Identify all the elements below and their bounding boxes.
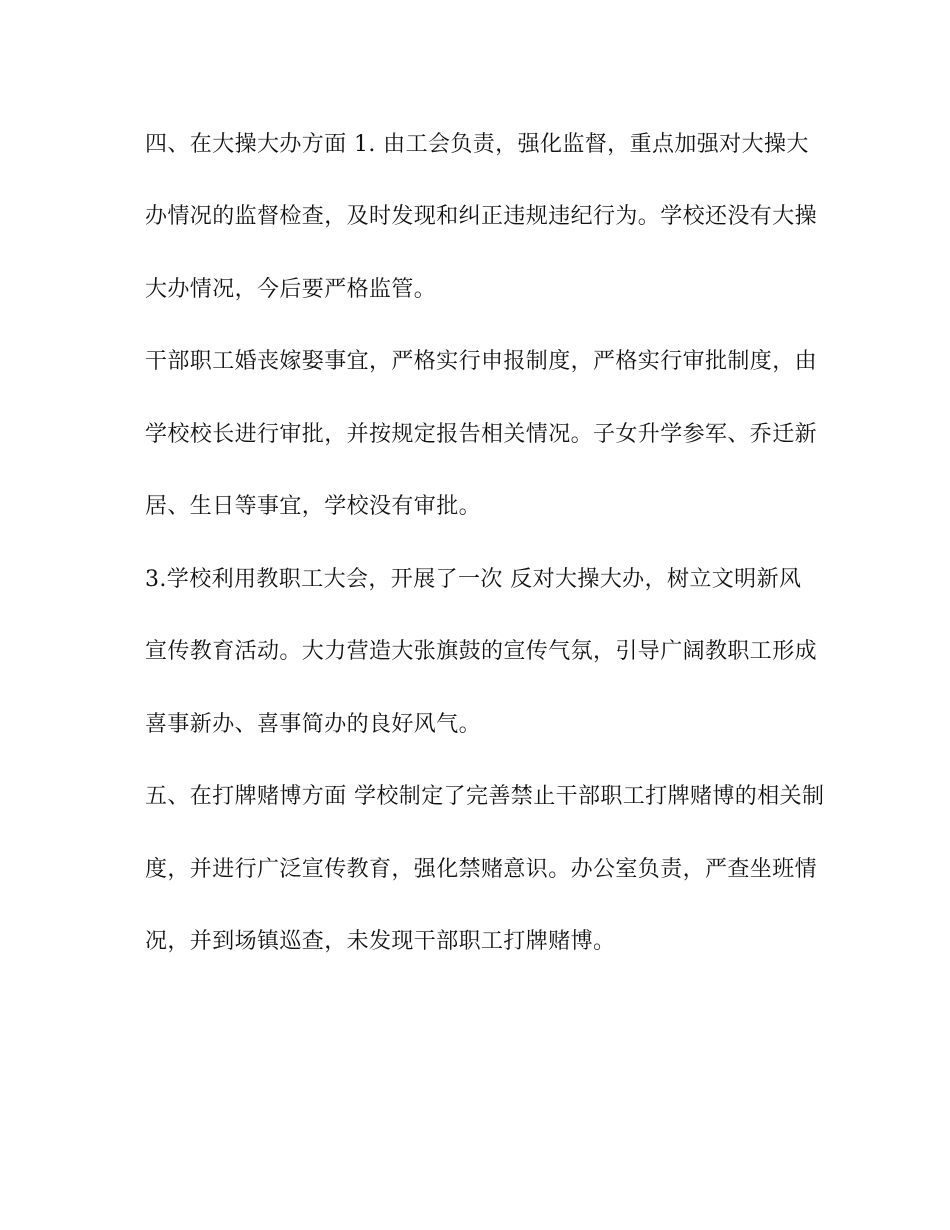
text-line: 办情况的监督检查，及时发现和纠正违规违纪行为。学校还没有大操: [145, 204, 818, 229]
text-line: 四、在大操大办方面 1. 由工会负责，强化监督，重点加强对大操大: [145, 132, 809, 157]
text-line: 学校校长进行审批，并按规定报告相关情况。子女升学参军、乔迁新: [145, 422, 818, 447]
text-line: 况，并到场镇巡查，未发现干部职工打牌赌博。: [145, 929, 616, 954]
text-line: 大办情况，今后要严格监管。: [145, 277, 437, 302]
text-line: 宣传教育活动。大力营造大张旗鼓的宣传气氛，引导广阔教职工形成: [145, 639, 818, 664]
text-line: 喜事新办、喜事简办的良好风气。: [145, 712, 482, 737]
text-line: 干部职工婚丧嫁娶事宜，严格实行申报制度，严格实行审批制度，由: [145, 349, 818, 374]
text-line: 度，并进行广泛宣传教育，强化禁赌意识。办公室负责，严查坐班情: [145, 857, 818, 882]
text-line: 五、在打牌赌博方面 学校制定了完善禁止干部职工打牌赌博的相关制: [145, 784, 825, 809]
text-line: 居、生日等事宜，学校没有审批。: [145, 494, 482, 519]
text-line: 3.学校利用教职工大会，开展了一次 反对大操大办，树立文明新风: [145, 567, 802, 592]
